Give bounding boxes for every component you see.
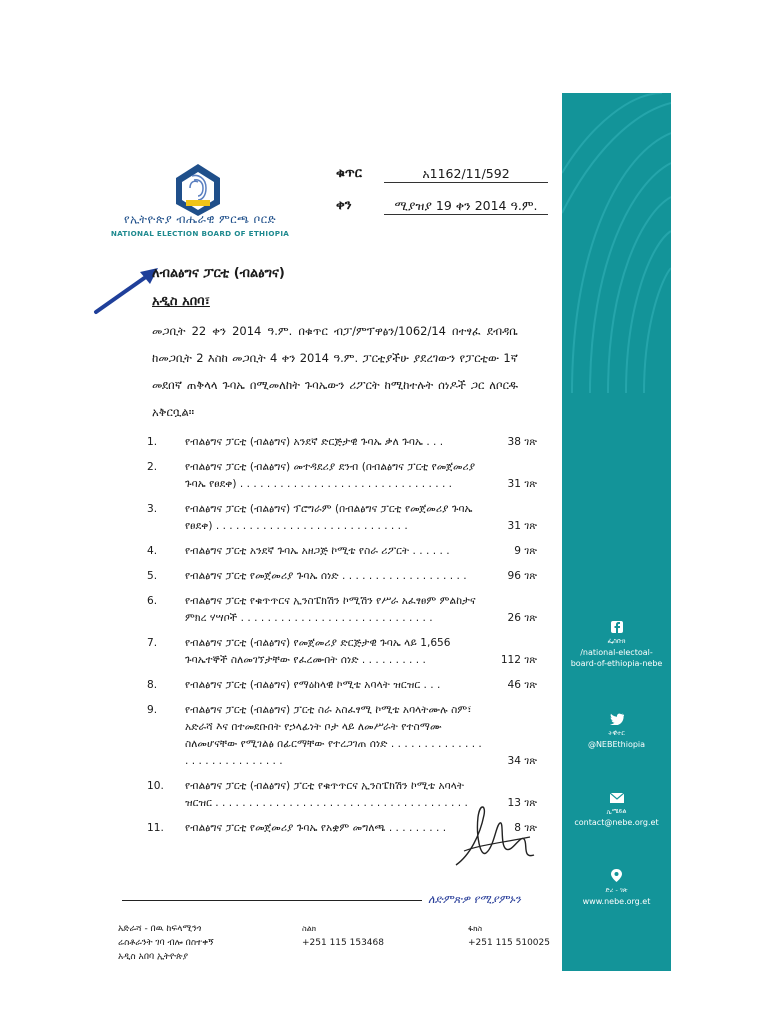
list-item: 4. የብልፅግና ፓርቲ አንደኛ ጉባኤ አዘጋጅ ኮሚቴ የስራ ሪፖርት . . . . . . 9 ገጽ [147, 545, 537, 557]
footer-address: አድራሻ - በዉ ከፍላሚንጎ ሬስቶራንት ገባ ብሎ በስተቀኝ አዲስ አበባ ኢትዮጵያ [118, 924, 214, 962]
list-item: 7. የብልፅግና ፓርቲ (ብልፅግና) የመጀመሪያ ድርጅታዊ ጉባኤ ላይ 1,656 ጉባኤተኞች ስለመገኘታቸው የፈረሙበት ሰነድ . . . . . . . . . . 112 ገጽ [147, 637, 537, 666]
recipient-city: አዲስ አበባ፣ [152, 294, 210, 309]
list-item: 3. የብልፅግና ፓርቲ (ብልፅግና) ፕሮግራም (በብልፅግና ፓርቲ የመጀመሪያ ጉባኤ የፀደቀ) . . . . . . . . . . . . . . . . . . . . . . . . . . . . . 31 ገጽ [147, 503, 537, 532]
fingerprint-pattern-icon [562, 93, 671, 393]
list-item: 10. የብልፅግና ፓርቲ (ብልፅግና) ፓርቲ የቁጥጥርና ኢንስፔክሽን ኮሚቴ አባላት ዝርዝር . . . . . . . . . . . . . . . . . . . . . . . . . . . . . . . . . . . . . . 13 ገጽ [147, 780, 537, 809]
list-item: 6. የብልፅግና ፓርቲ የቁጥጥርና ኢንስፔክሽን ኮሚሽን የሥራ አፈፃፀም ምልከታና ምክረ ሃሣቦች . . . . . . . . . . . . . . . . . . . . . . . . . . . . . 26 ገጽ [147, 595, 537, 624]
nebe-logo-icon [168, 160, 228, 218]
twitter-contact[interactable]: ትዊተር @NEBEthiopia [562, 713, 671, 750]
ref-number: አ1162/11/592 [384, 166, 548, 183]
list-item: 2. የብልፅግና ፓርቲ (ብልፅግና) መተዳደሪያ ደንብ (በብልፅግና ፓርቲ የመጀመሪያ ጉባኤ የፀደቀ) . . . . . . . . . . . . . . . . . . . . . . . . . . . . . . . . 31 ገጽ [147, 461, 537, 490]
letter-date: ሚያዝያ 19 ቀን 2014 ዓ.ም. [384, 198, 548, 215]
list-item: 1. የብልፅግና ፓርቲ (ብልፅግና) አንደኛ ድርጅታዊ ጉባኤ ቃለ ጉባኤ . . . 38 ገጽ [147, 436, 537, 448]
twitter-icon [610, 713, 624, 725]
ref-label: ቁጥር [336, 166, 362, 181]
website-contact[interactable]: ድረ - ገጽ www.nebe.org.et [562, 869, 671, 907]
document-list [147, 434, 537, 845]
org-name-amharic: የኢትዮጵያ ብሔራዊ ምርጫ ቦርድ [123, 212, 277, 226]
list-item: 9. የብልፅግና ፓርቲ (ብልፅግና) ፓርቲ ስራ አስፈፃሚ ኮሚቴ አባላትሙሉ ስም፣ አድራሻ እና በተመደቡበት የኃላፊነት ቦታ ላይ ለመሥራት የተስማሙ ስለመሆናቸው የሚገልፅ በፊርማቸው የተረጋገጠ ሰነድ . . . . . . . . . . . . . . . . . . . . . . . . . . . . . 34 ገጽ [147, 704, 537, 767]
location-icon [610, 869, 623, 882]
list-item: 8. የብልፅግና ፓርቲ (ብልፅግና) የማዕከላዊ ኮሚቴ አባላት ዝርዝር . . . 46 ገጽ [147, 679, 537, 691]
facebook-icon [611, 621, 623, 633]
facebook-contact[interactable]: ፌስቡክ /national-electoal-board-of-ethiopia-nebe [562, 621, 671, 669]
contact-sidebar [562, 93, 671, 971]
signature [450, 795, 540, 875]
recipient-name: ለብልፅግና ፓርቲ (ብልፅግና) [152, 266, 285, 281]
list-item: 11. የብልፅግና ፓርቲ የመጀመሪያ ጉባኤ የአቋም መግለጫ . . . . . . . . . 8 ገጽ [147, 822, 537, 834]
date-label: ቀን [336, 198, 352, 213]
footer-phone: ስልክ +251 115 153468 [302, 924, 384, 948]
email-contact[interactable]: ኢሜይል contact@nebe.org.et [562, 793, 671, 828]
org-name-english: NATIONAL ELECTION BOARD OF ETHIOPIA [110, 229, 290, 238]
closing-slogan: ለድምጽዎ የሚያምኑን [428, 892, 521, 906]
footer-fax: ፋክስ +251 115 510025 [468, 924, 550, 948]
signature-line [122, 900, 422, 901]
body-paragraph: መጋቢት 22 ቀን 2014 ዓ.ም. በቁጥር ብፓ/ምፕዋፅን/1062/14 በተፃፈ ደብዳቤ ከመጋቢት 2 እስከ መጋቢት 4 ቀን 2014 ዓ.ም. ፓርቲያችሁ ያደረገውን የፓርቲው 1ኛ መደበኛ ጠቅላላ ጉባኤ በሚመለከት ጉባኤውን ሪፖርት ከሚከተሉት ሰነዶች ጋር ለቦርዱ አቅርቧል። [152, 324, 518, 419]
list-item: 5. የብልፅግና ፓርቲ የመጀመሪያ ጉባኤ ሰነድ . . . . . . . . . . . . . . . . . . . 96 ገጽ [147, 570, 537, 582]
mail-icon [610, 793, 624, 803]
